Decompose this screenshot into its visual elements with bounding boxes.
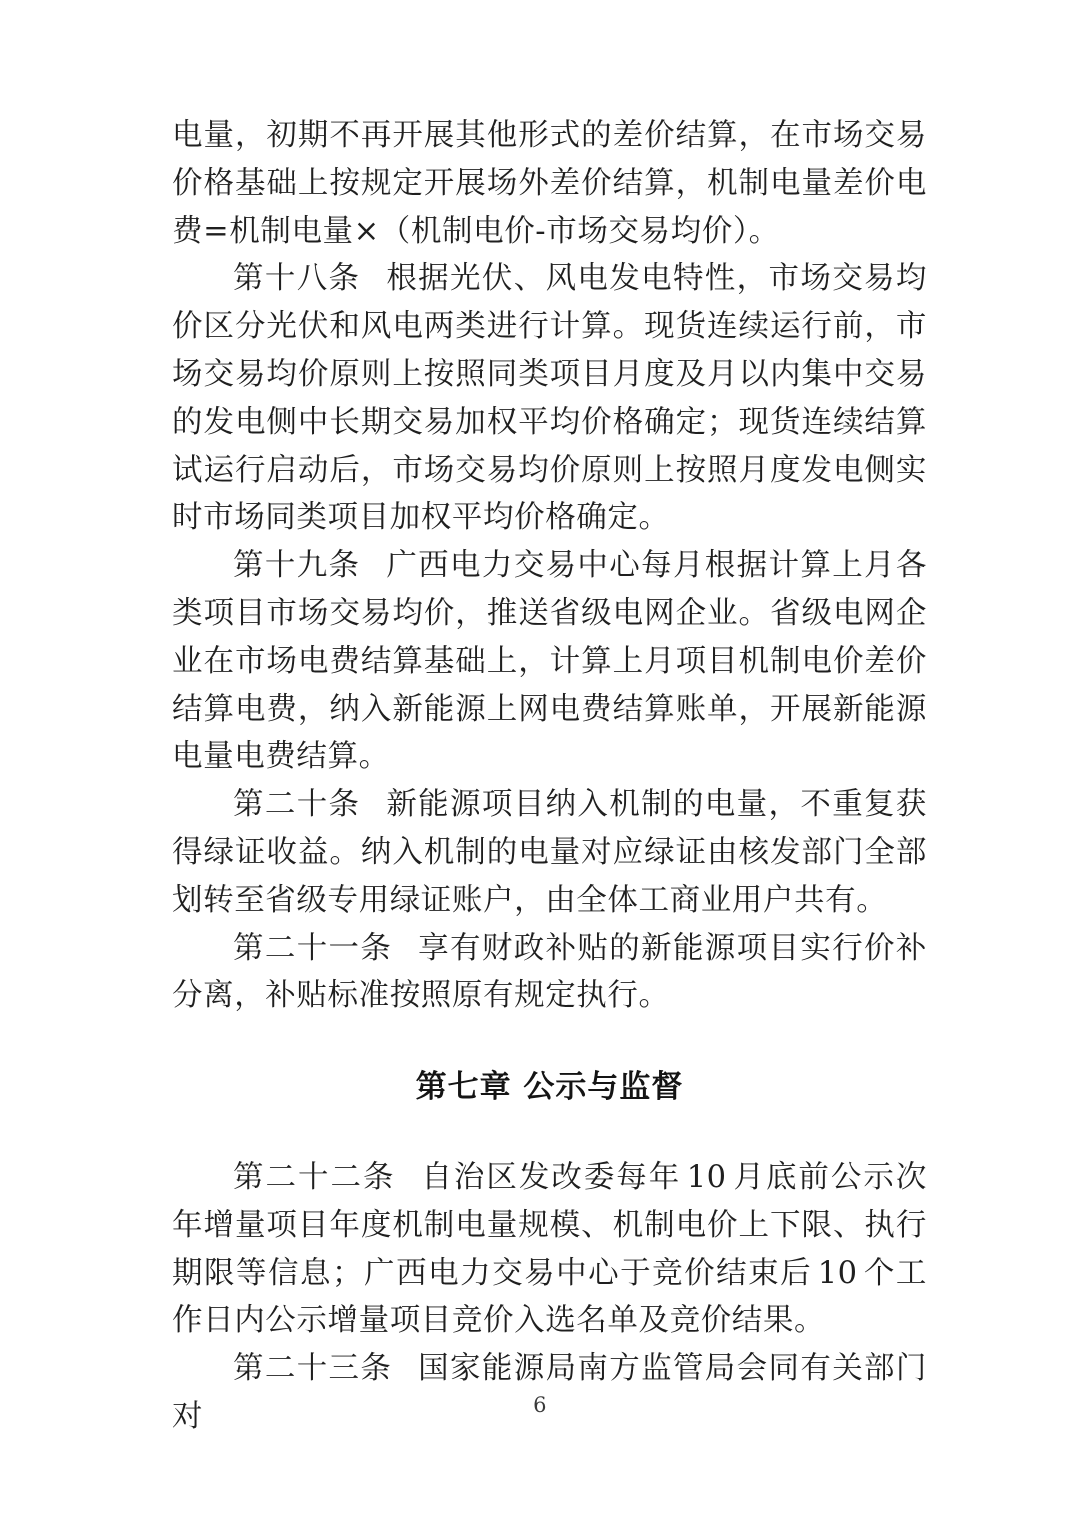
article-marker-18: 第十八条 bbox=[233, 261, 361, 297]
article-text-18: 根据光伏、风电发电特性，市场交易均价区分光伏和风电两类进行计算。现货连续运行前，市场交易均价原则上按照同类项目月度及月以内集中交易的发电侧中长期交易加权平均价格确定；现货连续结算试运行启动后，市场交易均价原则上按照月度发电侧实时市场同类项目加权平均价格确定。 bbox=[172, 261, 928, 536]
chapter-heading: 第七章 公示与监督 bbox=[415, 1069, 684, 1106]
article-marker-22: 第二十二条 bbox=[233, 1159, 396, 1195]
heading-top-spacer bbox=[172, 1020, 927, 1064]
paragraph-article-18 bbox=[172, 255, 927, 542]
article-marker-20: 第二十条 bbox=[233, 787, 361, 823]
paragraph-article-22 bbox=[172, 1154, 927, 1345]
inline-text: 自治区发改委每年 bbox=[421, 1159, 682, 1195]
article-marker-23: 第二十三条 bbox=[233, 1351, 393, 1387]
inline-text: 月底前公示次年增量项目年度机制电量规模、机制电价上下限、执行期限等信息；广西电力交易中心于竞价结束后 bbox=[172, 1159, 927, 1291]
paragraph-continuation-article-17: 电量，初期不再开展其他形式的差价结算，在市场交易价格基础上按规定开展场外差价结算，机制电量差价电费=机制电量×（机制电价-市场交易均价）。 bbox=[172, 118, 927, 249]
article-text-23: 国家能源局南方监管局会同有关部门对 bbox=[172, 1351, 927, 1434]
article-text-19: 广西电力交易中心每月根据计算上月各类项目市场交易均价，推送省级电网企业。省级电网企业在市场电费结算基础上，计算上月项目机制电价差价结算电费，纳入新能源上网电费结算账单，开展新能源电量电费结算。 bbox=[172, 548, 928, 775]
article-text-21: 享有财政补贴的新能源项目实行价补分离，补贴标准按照原有规定执行。 bbox=[172, 930, 927, 1014]
page-number: 6 bbox=[533, 1393, 547, 1417]
heading-bottom-spacer bbox=[172, 1112, 927, 1154]
paragraph-article-19 bbox=[172, 542, 927, 781]
document-body bbox=[172, 112, 927, 1441]
article-marker-21: 第二十一条 bbox=[233, 930, 393, 966]
paragraph-article-20 bbox=[172, 781, 927, 924]
inline-number: 10 bbox=[817, 1255, 858, 1291]
inline-text: 个工作日内公示增量项目竞价入选名单及竞价结果。 bbox=[172, 1255, 928, 1339]
article-marker-19: 第十九条 bbox=[233, 548, 361, 584]
paragraph-article-21 bbox=[172, 925, 927, 1021]
inline-number: 10 bbox=[686, 1159, 727, 1195]
article-text-20: 新能源项目纳入机制的电量，不重复获得绿证收益。纳入机制的电量对应绿证由核发部门全部划转至省级专用绿证账户，由全体工商业用户共有。 bbox=[172, 787, 928, 918]
